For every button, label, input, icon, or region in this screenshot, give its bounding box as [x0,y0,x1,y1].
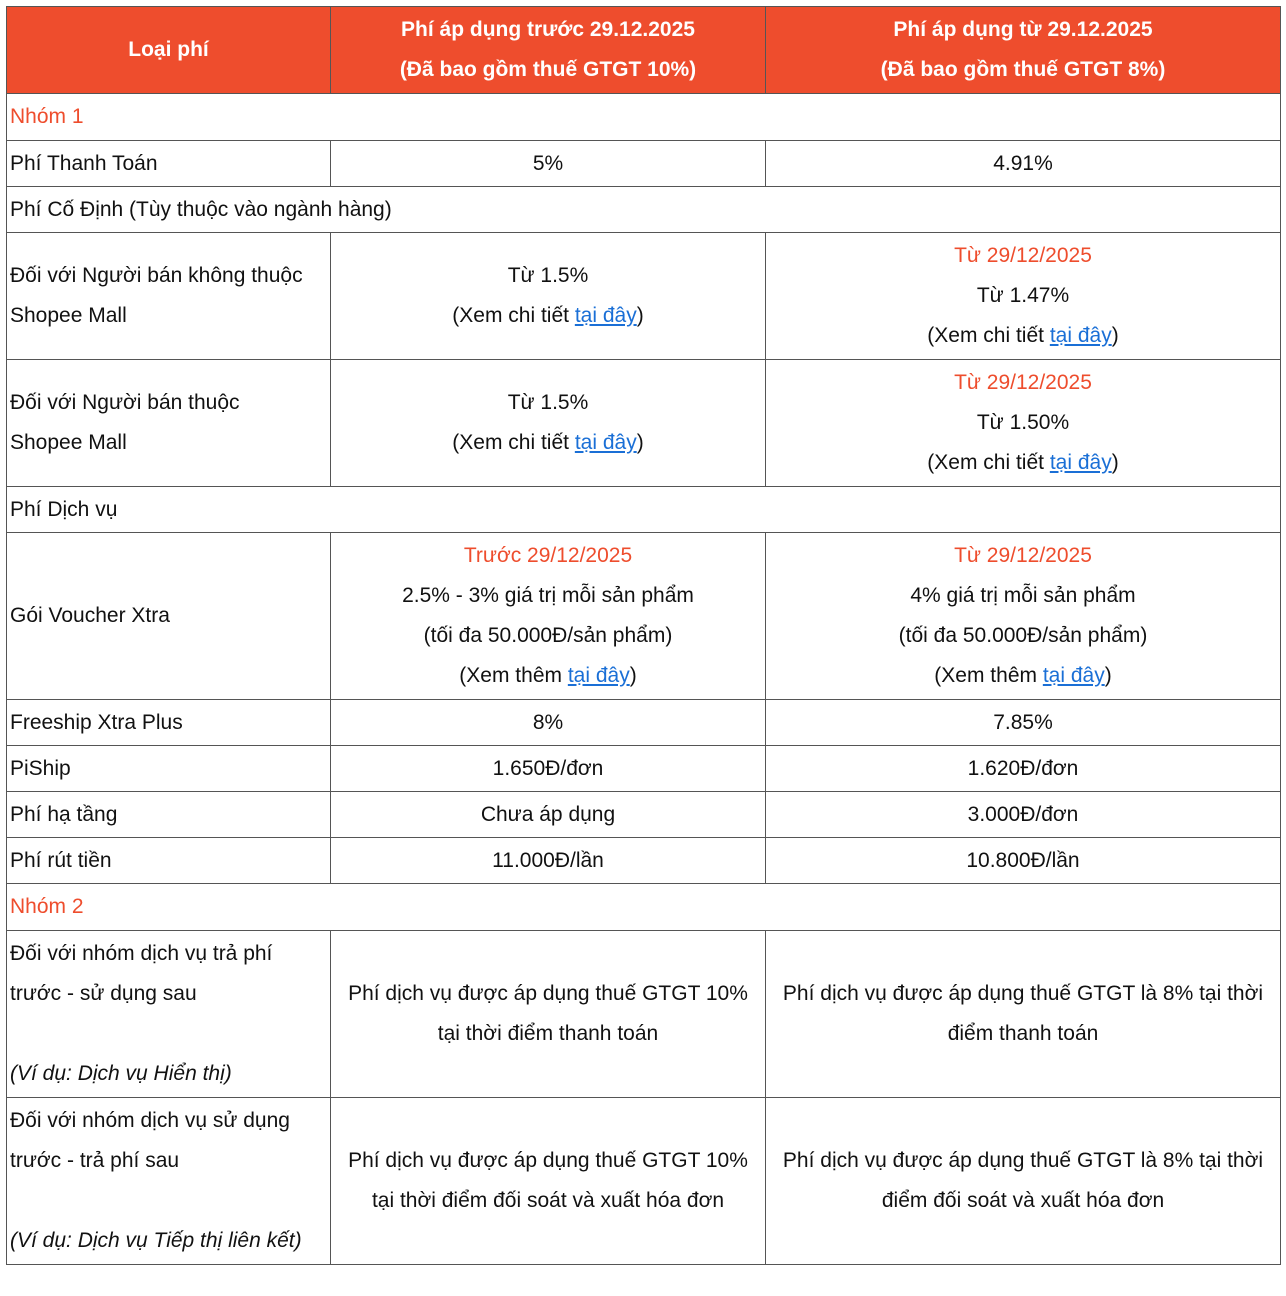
postpaid-row [7,1098,1281,1265]
piship-after: 1.620Đ/đơn [766,746,1281,792]
non-mall-after-link[interactable]: tại đây [1049,324,1112,347]
non-mall-row [7,233,1281,360]
fee-table [6,6,1281,1265]
group-1-row [7,94,1281,141]
prepaid-label: Đối với nhóm dịch vụ trả phí trước - sử dụng sau (Ví dụ: Dịch vụ Hiển thị) [7,931,331,1098]
voucher-xtra-before-date: Trước 29/12/2025 [463,544,633,567]
table-header-row [7,7,1281,94]
mall-after-date: Từ 29/12/2025 [954,371,1092,394]
header-before-vat: (Đã bao gồm thuế GTGT 10%) [399,58,697,81]
withdraw-fee-label: Phí rút tiền [7,838,331,884]
piship-row [7,746,1281,792]
mall-after: Từ 29/12/2025 Từ 1.50% (Xem chi tiết tại đây) [766,360,1281,487]
mall-label: Đối với Người bán thuộc Shopee Mall [7,360,331,487]
payment-fee-label: Phí Thanh Toán [7,141,331,187]
group-1-label: Nhóm 1 [7,94,1281,141]
header-fee-type: Loại phí [7,7,331,94]
voucher-xtra-row [7,533,1281,700]
non-mall-after-value: Từ 1.47% [976,284,1070,307]
mall-before-link[interactable]: tại đây [574,431,637,454]
voucher-xtra-before-link[interactable]: tại đây [567,664,630,687]
freeship-after: 7.85% [766,700,1281,746]
piship-label: PiShip [7,746,331,792]
header-after-vat: (Đã bao gồm thuế GTGT 8%) [880,58,1166,81]
infra-fee-label: Phí hạ tầng [7,792,331,838]
prepaid-example: (Ví dụ: Dịch vụ Hiển thị) [10,1062,232,1085]
freeship-before: 8% [331,700,766,746]
infra-fee-row [7,792,1281,838]
piship-before: 1.650Đ/đơn [331,746,766,792]
payment-fee-after: 4.91% [766,141,1281,187]
postpaid-after: Phí dịch vụ được áp dụng thuế GTGT là 8% tại thời điểm đối soát và xuất hóa đơn [766,1098,1281,1265]
group-2-row [7,884,1281,931]
postpaid-example: (Ví dụ: Dịch vụ Tiếp thị liên kết) [10,1229,302,1252]
postpaid-label: Đối với nhóm dịch vụ sử dụng trước - trả phí sau (Ví dụ: Dịch vụ Tiếp thị liên kết) [7,1098,331,1265]
infra-fee-before: Chưa áp dụng [331,792,766,838]
mall-after-value: Từ 1.50% [976,411,1070,434]
voucher-xtra-label: Gói Voucher Xtra [7,533,331,700]
header-before-title: Phí áp dụng trước 29.12.2025 [401,18,695,41]
group-2-label: Nhóm 2 [7,884,1281,931]
prepaid-before: Phí dịch vụ được áp dụng thuế GTGT 10% tại thời điểm thanh toán [331,931,766,1098]
header-before [331,7,766,94]
mall-before-value: Từ 1.5% [507,391,589,414]
fixed-fee-row [7,187,1281,233]
non-mall-label: Đối với Người bán không thuộc Shopee Mall [7,233,331,360]
payment-fee-row [7,141,1281,187]
payment-fee-before: 5% [331,141,766,187]
fixed-fee-label: Phí Cố Định (Tùy thuộc vào ngành hàng) [7,187,1281,233]
freeship-label: Freeship Xtra Plus [7,700,331,746]
mall-after-link[interactable]: tại đây [1049,451,1112,474]
service-fee-row [7,487,1281,533]
voucher-xtra-before: Trước 29/12/2025 2.5% - 3% giá trị mỗi sản phẩm (tối đa 50.000Đ/sản phẩm) (Xem thêm tại đây) [331,533,766,700]
withdraw-fee-after: 10.800Đ/lần [766,838,1281,884]
prepaid-after: Phí dịch vụ được áp dụng thuế GTGT là 8% tại thời điểm thanh toán [766,931,1281,1098]
non-mall-after-date: Từ 29/12/2025 [954,244,1092,267]
header-after-title: Phí áp dụng từ 29.12.2025 [893,18,1153,41]
freeship-row [7,700,1281,746]
mall-row [7,360,1281,487]
non-mall-before-link[interactable]: tại đây [574,304,637,327]
header-after [766,7,1281,94]
voucher-xtra-after: Từ 29/12/2025 4% giá trị mỗi sản phẩm (tối đa 50.000Đ/sản phẩm) (Xem thêm tại đây) [766,533,1281,700]
prepaid-row [7,931,1281,1098]
non-mall-before-value: Từ 1.5% [507,264,589,287]
voucher-xtra-after-link[interactable]: tại đây [1042,664,1105,687]
service-fee-label: Phí Dịch vụ [7,487,1281,533]
non-mall-after: Từ 29/12/2025 Từ 1.47% (Xem chi tiết tại đây) [766,233,1281,360]
voucher-xtra-after-date: Từ 29/12/2025 [954,544,1092,567]
postpaid-before: Phí dịch vụ được áp dụng thuế GTGT 10% tại thời điểm đối soát và xuất hóa đơn [331,1098,766,1265]
withdraw-fee-before: 11.000Đ/lần [331,838,766,884]
mall-before: Từ 1.5% (Xem chi tiết tại đây) [331,360,766,487]
non-mall-before: Từ 1.5% (Xem chi tiết tại đây) [331,233,766,360]
withdraw-fee-row [7,838,1281,884]
infra-fee-after: 3.000Đ/đơn [766,792,1281,838]
